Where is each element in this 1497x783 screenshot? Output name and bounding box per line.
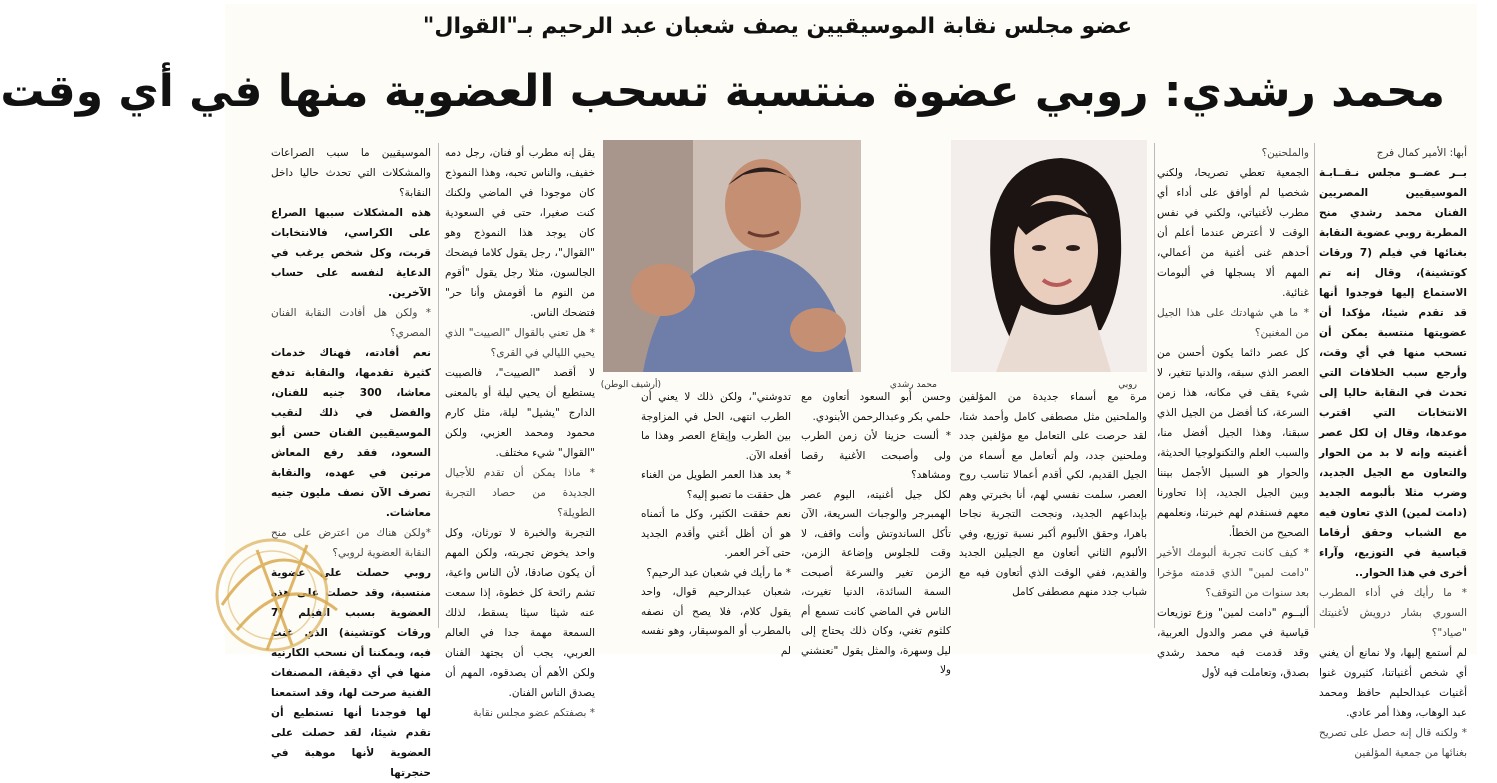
rushdy-photo [603,140,861,372]
column-2-paragraph: الجمعية تعطي تصريحا، ولكني شخصيا لم أوافق على أداء أي مطرب لأغنياتي، ولكني في نفس الوقت لا أعترض عندما أعلم أن أحدهم غنى أغنية من أعمالي، المهم ألا يسجلها في ألبومات غنائية. [1157,167,1309,299]
column-divider [1154,143,1155,628]
column-1-paragraph: * ولكنه قال إنه حصل على تصريح بغنائها من جمعية المؤلفين [1319,727,1467,759]
rushdy-portrait-illustration [603,140,861,372]
article-headline: محمد رشدي: روبي عضوة منتسبة تسحب العضوية منها في أي وقت [0,66,1445,117]
column-7-paragraph: * ولكن هل أفادت النقابة الفنان المصري؟ [271,307,431,339]
column-7-paragraph: هذه المشكلات سببها الصراع على الكراسي، فالانتخابات قربت، وكل شخص يرغب في الدعاية لنفسه على حساب الآخرين. [271,207,431,299]
column-7-paragraph: نعم أفادته، فهناك خدمات كثيرة تقدمها، والنقابة تدفع معاشا، 300 جنيه للفنان، والفضل في ذلك لنقيب الموسيقيين الفنان حسن أبو السعود، فقد رفع المعاش مرتين في عهده، والنقابة تصرف الآن نصف مليون جنيه معاشات. [271,347,431,519]
column-1-paragraph: * ما رأيك في أداء المطرب السوري بشار درويش لأغنيتك "صياد"؟ [1319,587,1467,639]
column-divider [438,143,439,628]
rubi-caption: روبي [1118,380,1137,390]
article-column-5 [641,388,791,657]
column-5-paragraph: تدوشني"، ولكن ذلك لا يعني أن الطرب انتهى، الحل في المزاوجة بين الطرب وإيقاع العصر وهذا ما أفعله الآن. [641,391,791,462]
column-5-paragraph: شعبان عبدالرحيم قوال، واحد يقول كلام، فلا يصح أن نصفه بالمطرب أو الموسيقار، وهو نفسه لم [641,586,791,657]
column-4-paragraph: وحسن أبو السعود أتعاون مع حلمي بكر وعبدالرحمن الأبنودي. [801,391,951,423]
rushdy-caption: محمد رشدي [889,380,937,390]
column-6-paragraph: يقل إنه مطرب أو فنان، رجل دمه خفيف، والناس تحبه، وهذا النموذج كان موجودا في الماضي ولكنك كنت صغيرا، حتى في السعودية كان يوجد هذا النموذج وهو "القوال"، رجل يقول كلاما فيضحك الجالسون، مثلا رجل يقول "أقوم من النوم ما أقومش وأنا حر" فتضحك الناس. [445,147,595,319]
column-divider [1314,143,1315,628]
article-kicker: عضو مجلس نقابة الموسيقيين يصف شعبان عبد الرحيم بـ"القوال" [422,14,1132,39]
column-6-paragraph: لا أقصد "الصييت"، فالصييت يستطيع أن يحيي ليلة أو بالمعنى الدارج "يشيل" ليلة، مثل كارم محمود ومحمد العزبي، ولكن "القوال" شيء مختلف. [445,367,595,459]
article-column-6 [445,143,595,719]
rubi-photo [951,140,1147,372]
column-6-paragraph: التجربة والخبرة لا تورثان، وكل واحد يخوض تجربته، ولكن المهم أن يكون صادقا، لأن الناس واعية، تشم رائحة كل خطوة، إذا سمعت عنه شيئا سيئا يسقط، لذلك السمعة مهمة جدا في العالم العربي، يجب أن يجتهد الفنان ولكن الأهم أن يصدقوه، المهم أن يصدق الناس الفنان. [445,527,595,699]
column-4-paragraph: * ألست حزينا لأن زمن الطرب ولى وأصبحت الأغنية رقصا ومشاهد؟ [801,430,951,481]
column-6-paragraph: * بصفتكم عضو مجلس نقابة [473,707,595,719]
column-2-paragraph: والملحنين؟ [1261,147,1309,159]
byline: أبها: الأمير كمال فرج [1376,147,1467,159]
archive-watermark-logo [197,510,377,660]
column-5-paragraph: نعم حققت الكثير، وكل ما أتمناه هو أن أظل أغني وأقدم الجديد حتى آخر العمر. [641,508,791,559]
column-7-paragraph: *ولكن هناك من اعترض على منح النقابة العضوية لروبي؟ [271,527,431,559]
column-1-paragraph: لم أستمع إليها، ولا نمانع أن يغني أي شخص أغنياتنا، كثيرون غنوا أغنيات عبدالحليم حافظ ومحمد عبد الوهاب، وهذا أمر عادي. [1319,647,1467,719]
column-2-paragraph: ألبــوم "دامت لمين" وزع توزيعات قياسية في مصر والدول العربية، وقد قدمت فيه محمد رشدي بصدق، وتعاملت فيه لأول [1157,607,1309,679]
column-6-paragraph: * ماذا يمكن أن تقدم للأجيال الجديدة من حصاد التجربة الطويلة؟ [445,467,595,519]
column-2-paragraph: * ما هي شهادتك على هذا الجيل من المغنين؟ [1157,307,1309,339]
article-column-2 [1157,143,1309,679]
column-5-paragraph: * بعد هذا العمر الطويل من الغناء هل حققت ما تصبو إليه؟ [641,469,791,501]
column-1-paragraph: بــر عضــو مجلس نـقــابـة الموسيقيين المصريين الفنان محمد رشدي منح المطربة روبي عضوية النقابة بغنائها في فيلم (7 ورقات كوتشينة)، وقال إنه تم الاستماع إليها فوجدوا أنها قد تقدم شيئا، مؤكدا أن عضويتها منتسبة يمكن أن تسحب منها في أي وقت، وأرجع سبب الخلافات التي تحدث في النقابة حاليا إلى الانتخابات التي اقترب موعدها، وقال إن لكل عصر أغنيته وإنه لا بد من الحوار والتعاون مع الجيل الجديد، وضرب مثلا بألبومه الجديد (دامت لمين) الذي تعاون فيه مع الشباب وحقق أرقاما قياسية في التوزيع، وآراء أخرى في هذا الحوار.. [1319,167,1467,579]
archive-caption: (أرشيف الوطن) [600,380,661,390]
column-3-paragraph: مرة مع أسماء جديدة من المؤلفين والملحنين مثل مصطفى كامل وأحمد شتا، لقد حرصت على التعامل مع مؤلفين جدد وملحنين جدد، ولم أتعامل مع أسماء من الجيل القديم، لكي أقدم أعمالا تناسب روح العصر، سلمت نفسي لهم، أنا بخبرتي وهم بإبداعهم الجديد، ونجحت التجربة نجاحا باهرا، وحقق الألبوم أكبر نسبة توزيع، وفي الألبوم الثاني أتعاون مع الجيلين الجديد والقديم، ففي الوقت الذي أتعاون فيه مع شباب جدد منهم مصطفى كامل [959,391,1147,598]
column-2-paragraph: * كيف كانت تجربة ألبومك الأخير "دامت لمين" الذي قدمته مؤخرا بعد سنوات من التوقف؟ [1157,547,1309,599]
column-4-paragraph: لكل جيل أغنيته، اليوم عصر الهمبرجر والوجبات السريعة، الآن تأكل الساندوتش وأنت واقف، لا وقت للجلوس وإضاعة الزمن، الزمن تغير والسرعة أصبحت السمة السائدة، الدنيا تغيرت، الناس في الماضي كانت تسمع أم كلثوم تغني، وكان ذلك يحتاج إلى ليل وسهرة، والمثل يقول "نعنشني ولا [801,488,951,676]
column-6-paragraph: * هل تعني بالقوال "الصييت" الذي يحيي الليالي في القرى؟ [445,327,595,359]
article-column-4 [801,388,951,676]
column-5-paragraph: * ما رأيك في شعبان عبد الرحيم؟ [646,566,791,579]
column-7-paragraph: روبي حصلت على عضوية منتسبة، وقد حصلت على هذه العضوية بسبب الفيلم (7 ورقات كوتشينة) الذي غنت فيه، ويمكننا أن نسحب الكارنيه منها في أي دقيقة، المصنفات الفنية صرحت لها، وقد استمعنا لها فوجدنا أنها تستطيع أن تقدم شيئا، لقد حصلت على العضوية لأنها موهبة في حنجرتها [271,567,431,779]
column-2-paragraph: كل عصر دائما يكون أحسن من العصر الذي سبقه، والدنيا تتغير، لا شيء يقف في مكانه، هذا زمن السرعة، كنا أفضل من الجيل الذي سبقنا، وهذا الجيل أفضل منا، والسبب العلم والتكنولوجيا الحديثة، والحوار هو السبيل الأجمل بيننا وبين الجيل الجديد، إذا تحاورنا معهم فسنقدم لهم خبرتنا، ونعلمهم الصحيح من الخطأ. [1157,347,1309,539]
article-column-3 [959,388,1147,628]
column-7-paragraph: الموسيقيين ما سبب الصراعات والمشكلات التي تحدث حاليا داخل النقابة؟ [271,147,431,199]
article-column-1 [1319,143,1467,759]
rubi-portrait-illustration [951,140,1147,372]
